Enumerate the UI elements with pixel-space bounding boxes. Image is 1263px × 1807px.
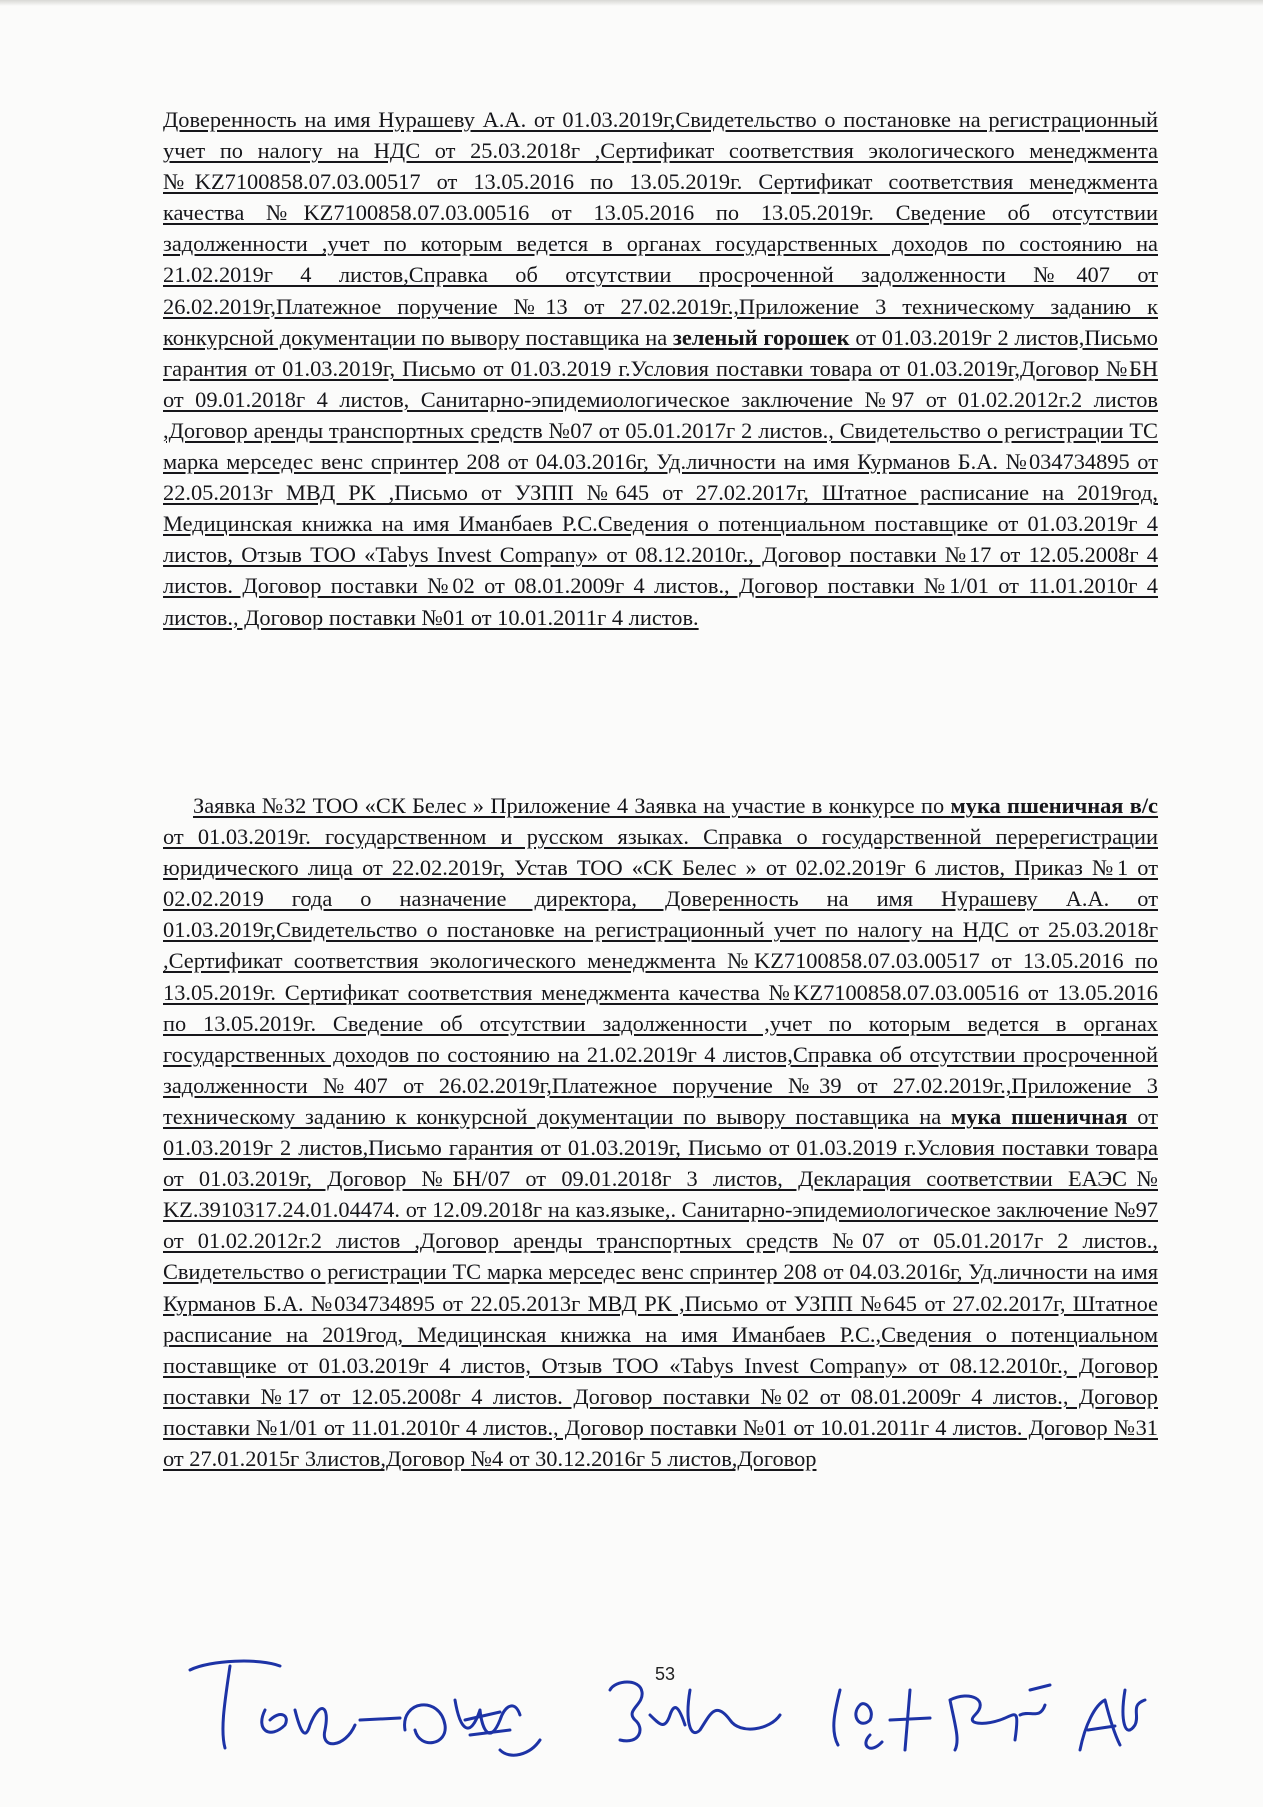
scan-edge-shadow xyxy=(0,0,1263,6)
signature-2 xyxy=(610,1682,780,1741)
handwritten-signatures xyxy=(170,1630,1150,1770)
signatures-row xyxy=(170,1630,1150,1770)
paragraph-text: от 01.03.2019г 2 листов,Письмо гарантия от 01.03.2019г, Письмо от 01.03.2019 г.Условия поставки товара от 01.03.2019г, Договор №БН/07 от 09.01.2018г 3 листов, Декларация соответствии ЕАЭС№ KZ.3910317.24.01.04474. от 12.09.2018г на каз.языке,. Санитарно-эпидемиологическое заключение №97 от 01.02.2012г.2 листов ,Договор аренды транспортных средств №07 от 05.01.2017г 2 листов., Свидетельство о регистрации ТС марка мерседес венс спринтер 208 от 04.03.2016г, Уд.личности на имя Курманов Б.А. №034734895 от 22.05.2013г МВД РК ,Письмо от УЗПП №645 от 27.02.2017г, Штатное расписание на 2019год, Медицинская книжка на имя Иманбаев Р.С.,Сведения о потенциальном поставщике от 01.03.2019г 4 листов, Отзыв ТОО «Tabys Invest Company» от 08.12.2010г., Договор поставки №17 от 12.05.2008г 4 листов. Договор поставки №02 от 08.01.2009г 4 листов., Договор поставки №1/01 от 11.01.2010г 4 листов., Договор поставки №01 от 10.01.2011г 4 листов. Договор №31 от 27.01.2015г 3листов,Договор №4 от 30.12.2016г 5 листов,Договор xyxy=(163,1103,1158,1471)
product-name-bold: зеленый горошек xyxy=(672,324,850,350)
paragraph-text: от 01.03.2019г. государственном и русском языках. Справка о государственной перерегистрации юридического лица от 22.02.2019г, Устав ТОО «СК Белес » от 02.02.2019г 6 листов, Приказ №1 от 02.02.2019 года о назначение директора, Доверенность на имя Нурашеву А.А. от 01.03.2019г,Свидетельство о постановке на регистрационный учет по налогу на НДС от 25.03.2018г ,Сертификат соответствия экологического менеджмента №KZ7100858.07.03.00517 от 13.05.2016 по 13.05.2019г. Сертификат соответствия менеджмента качества №KZ7100858.07.03.00516 от 13.05.2016 по 13.05.2019г. Сведение об отсутствии задолженности ,учет по которым ведется в органах государственных доходов по состоянию на 21.02.2019г 4 листов,Справка об отсутствии просроченной задолженности №407 от 26.02.2019г,Платежное поручение №39 от 27.02.2019г.,Приложение 3 техническому заданию к конкурсной документации по вывору поставщика на xyxy=(163,824,1158,1129)
paragraph-text: Заявка №32 ТОО «СК Белес » Приложение 4 Заявка на участие в конкурсе по xyxy=(193,793,951,818)
paragraph-text: Доверенность на имя Нурашеву А.А. от 01.03.2019г,Свидетельство о постановке на регистрационный учет по налогу на НДС от 25.03.2018г ,Сертификат соответствия экологического менеджмента №KZ7100858.07.03.00517 от 13.05.2016 по 13.05.2019г. Сертификат соответствия менеджмента качества №KZ7100858.07.03.00516 от 13.05.2016 по 13.05.2019г. Сведение об отсутствии задолженности ,учет по которым ведется в органах государственных доходов по состоянию на 21.02.2019г 4 листов,Справка об отсутствии просроченной задолженности №407 от 26.02.2019г,Платежное поручение №13 от 27.02.2019г.,Приложение 3 техническому заданию к конкурсной документации по вывору поставщика на xyxy=(163,107,1158,350)
signature-4 xyxy=(950,1685,1050,1750)
signature-3 xyxy=(834,1690,930,1750)
paragraph-text: от 01.03.2019г 2 листов,Письмо гарантия от 01.03.2019г, Письмо от 01.03.2019 г.Условия поставки товара от 01.03.2019г,Договор №БН от 09.01.2018г 4 листов, Санитарно-эпидемиологическое заключение №97 от 01.02.2012г.2 листов ,Договор аренды транспортных средств №07 от 05.01.2017г 2 листов., Свидетельство о регистрации ТС марка мерседес венс спринтер 208 от 04.03.2016г, Уд.личности на имя Курманов Б.А. №034734895 от 22.05.2013г МВД РК ,Письмо от УЗПП №645 от 27.02.2017г, Штатное расписание на 2019год, Медицинская книжка на имя Иманбаев Р.С.Сведения о потенциальном поставщике от 01.03.2019г 4 листов, Отзыв ТОО «Tabys Invest Company» от 08.12.2010г., Договор поставки №17 от 12.05.2008г 4 листов. Договор поставки №02 от 08.01.2009г 4 листов., Договор поставки №1/01 от 11.01.2010г 4 листов., Договор поставки №01 от 10.01.2011г 4 листов. xyxy=(163,324,1159,630)
signature-1 xyxy=(190,1661,355,1748)
signature-5 xyxy=(1080,1690,1145,1750)
page-number: 53 xyxy=(655,1664,676,1684)
paragraph-application-32 xyxy=(163,790,1158,1474)
paragraph-documents-list-1 xyxy=(163,104,1158,633)
product-name-bold: мука пшеничная xyxy=(951,1103,1128,1129)
signature-1-tail xyxy=(360,1700,540,1755)
lot-title-bold: мука пшеничная в/с xyxy=(950,793,1159,818)
